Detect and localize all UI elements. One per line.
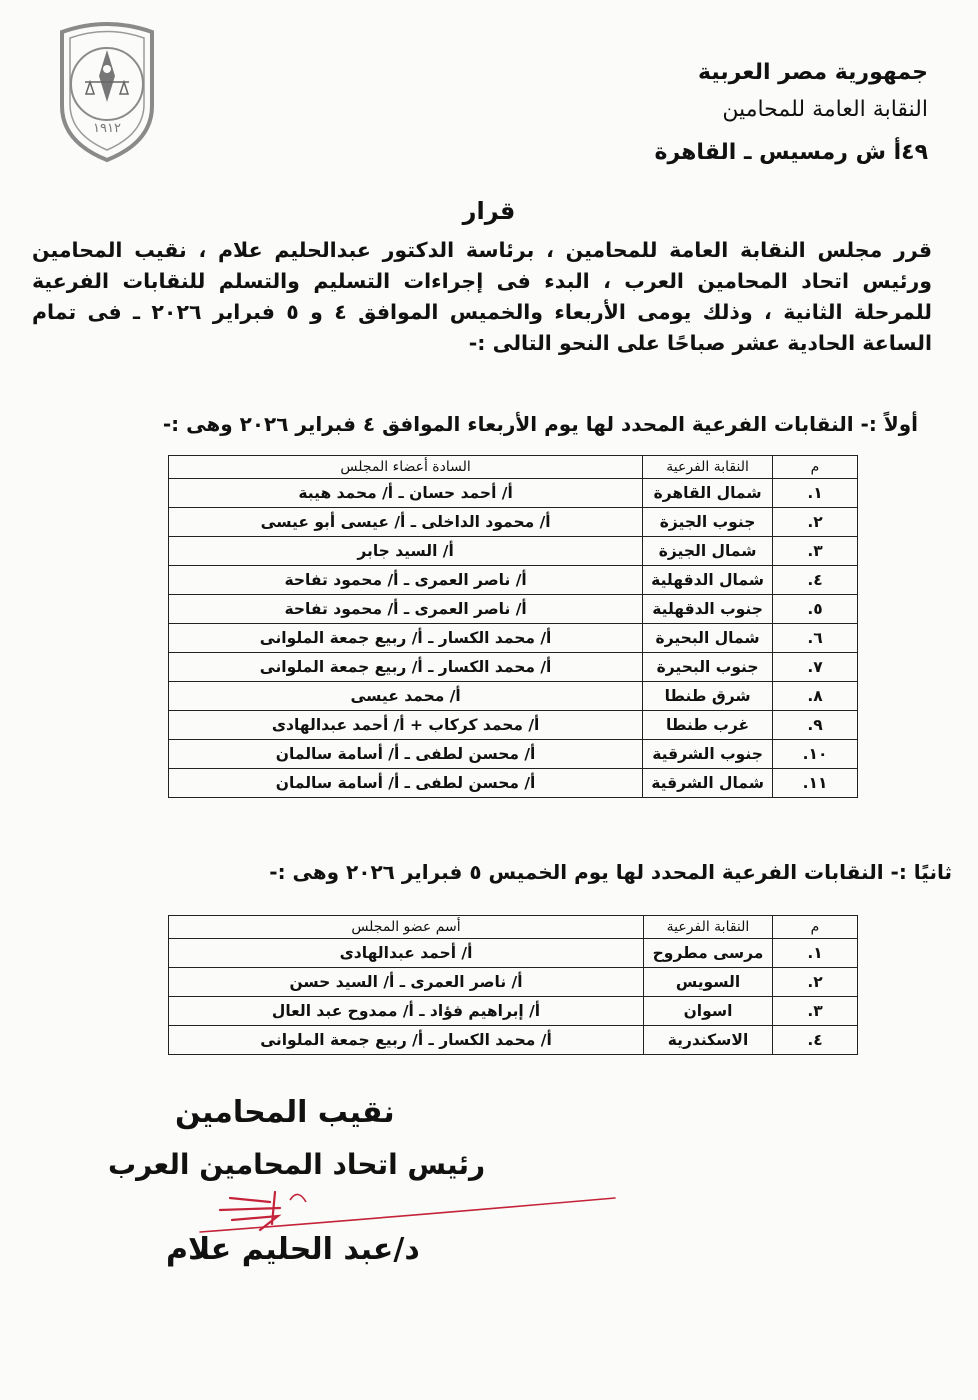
row-number-cell: ١. bbox=[773, 939, 858, 968]
branch-name-cell: جنوب الدقهلية bbox=[643, 595, 773, 624]
branch-name-cell: شمال القاهرة bbox=[643, 479, 773, 508]
council-members-cell: أ/ محمد الكسار ـ أ/ ربيع جمعة الملوانى bbox=[169, 653, 643, 682]
branch-name-cell: شرق طنطا bbox=[643, 682, 773, 711]
section-1-table bbox=[168, 455, 858, 798]
branch-name-cell: السويس bbox=[644, 968, 773, 997]
council-members-cell: أ/ محسن لطفى ـ أ/ أسامة سالمان bbox=[169, 740, 643, 769]
branch-name-cell: شمال الجيزة bbox=[643, 537, 773, 566]
branch-name-cell: مرسى مطروح bbox=[644, 939, 773, 968]
table-row bbox=[169, 1026, 858, 1055]
table-row bbox=[169, 682, 858, 711]
row-number-cell: ١. bbox=[773, 479, 858, 508]
section-2-table bbox=[168, 915, 858, 1055]
document-title: قرار bbox=[462, 197, 516, 225]
table-row bbox=[169, 711, 858, 740]
table-row bbox=[169, 968, 858, 997]
bar-association-seal-logo bbox=[52, 14, 162, 164]
council-members-cell: أ/ محمد كركاب + أ/ أحمد عبدالهادى bbox=[169, 711, 643, 740]
council-members-cell: أ/ إبراهيم فؤاد ـ أ/ ممدوح عبد العال bbox=[169, 997, 644, 1026]
row-number-cell: ٥. bbox=[773, 595, 858, 624]
council-members-cell: أ/ محمد عيسى bbox=[169, 682, 643, 711]
table-row bbox=[169, 537, 858, 566]
branch-name-cell: جنوب الشرقية bbox=[643, 740, 773, 769]
row-number-cell: ١٠. bbox=[773, 740, 858, 769]
section-2-table-body bbox=[169, 939, 858, 1055]
signatory-title: نقيب المحامين bbox=[175, 1095, 395, 1130]
council-members-cell: أ/ ناصر العمرى ـ أ/ محمود تفاحة bbox=[169, 566, 643, 595]
branch-name-cell: اسوان bbox=[644, 997, 773, 1026]
table-row bbox=[169, 566, 858, 595]
council-members-cell: أ/ محمد الكسار ـ أ/ ربيع جمعة الملوانى bbox=[169, 624, 643, 653]
section-1-heading: أولاً :- النقابات الفرعية المحدد لها يوم الأربعاء الموافق ٤ فبراير ٢٠٢٦ وهى :- bbox=[162, 412, 918, 436]
row-number-cell: ٣. bbox=[773, 537, 858, 566]
branch-name-cell: جنوب الجيزة bbox=[643, 508, 773, 537]
table-row bbox=[169, 939, 858, 968]
table-row bbox=[169, 653, 858, 682]
signatory-second-title: رئيس اتحاد المحامين العرب bbox=[108, 1148, 486, 1181]
row-number-cell: ٣. bbox=[773, 997, 858, 1026]
section-2-heading: ثانيًا :- النقابات الفرعية المحدد لها يوم الخميس ٥ فبراير ٢٠٢٦ وهى :- bbox=[269, 860, 952, 884]
table-row bbox=[169, 595, 858, 624]
council-members-cell: أ/ محمد الكسار ـ أ/ ربيع جمعة الملوانى bbox=[169, 1026, 644, 1055]
row-number-cell: ٧. bbox=[773, 653, 858, 682]
council-members-cell: أ/ السيد جابر bbox=[169, 537, 643, 566]
signatory-name: د/عبد الحليم علام bbox=[166, 1232, 420, 1267]
header-address: ٤٩أ ش رمسيس ـ القاهرة bbox=[654, 140, 928, 165]
table-row bbox=[169, 508, 858, 537]
branch-name-cell: شمال الدقهلية bbox=[643, 566, 773, 595]
header-country: جمهورية مصر العربية bbox=[698, 60, 928, 85]
table-header-row bbox=[169, 916, 858, 939]
branch-name-cell: شمال البحيرة bbox=[643, 624, 773, 653]
branch-name-cell: جنوب البحيرة bbox=[643, 653, 773, 682]
table-row bbox=[169, 624, 858, 653]
section-1-table-body bbox=[169, 479, 858, 798]
council-members-cell: أ/ محسن لطفى ـ أ/ أسامة سالمان bbox=[169, 769, 643, 798]
table-header-row bbox=[169, 456, 858, 479]
row-number-cell: ١١. bbox=[773, 769, 858, 798]
branch-name-cell: الاسكندرية bbox=[644, 1026, 773, 1055]
column-header-members: أسم عضو المجلس bbox=[169, 916, 644, 939]
column-header-members: السادة أعضاء المجلس bbox=[169, 456, 643, 479]
table-row bbox=[169, 740, 858, 769]
row-number-cell: ٨. bbox=[773, 682, 858, 711]
seal-year-text: ١٩١٢ bbox=[93, 121, 121, 136]
council-members-cell: أ/ ناصر العمرى ـ أ/ السيد حسن bbox=[169, 968, 644, 997]
branch-name-cell: شمال الشرقية bbox=[643, 769, 773, 798]
row-number-cell: ٢. bbox=[773, 968, 858, 997]
row-number-cell: ٩. bbox=[773, 711, 858, 740]
council-members-cell: أ/ محمود الداخلى ـ أ/ عيسى أبو عيسى bbox=[169, 508, 643, 537]
council-members-cell: أ/ أحمد حسان ـ أ/ محمد هيبة bbox=[169, 479, 643, 508]
decision-intro-paragraph: قرر مجلس النقابة العامة للمحامين ، برئاسة الدكتور عبدالحليم علام ، نقيب المحامين ورئيس اتحاد المحامين العرب ، البدء فى إجراءات التسليم والتسلم للنقابات الفرعية للمرحلة الثانية ، وذلك يومى الأربعاء والخميس الموافق ٤ و ٥ فبراير ٢٠٢٦ ـ فى تمام الساعة الحادية عشر صباحًا على النحو التالى :- bbox=[32, 238, 932, 355]
column-header-number: م bbox=[773, 916, 858, 939]
council-members-cell: أ/ أحمد عبدالهادى bbox=[169, 939, 644, 968]
table-row bbox=[169, 769, 858, 798]
row-number-cell: ٦. bbox=[773, 624, 858, 653]
council-members-cell: أ/ ناصر العمرى ـ أ/ محمود تفاحة bbox=[169, 595, 643, 624]
column-header-number: م bbox=[773, 456, 858, 479]
row-number-cell: ٤. bbox=[773, 1026, 858, 1055]
table-row bbox=[169, 479, 858, 508]
column-header-branch: النقابة الفرعية bbox=[643, 456, 773, 479]
table-row bbox=[169, 997, 858, 1026]
row-number-cell: ٢. bbox=[773, 508, 858, 537]
row-number-cell: ٤. bbox=[773, 566, 858, 595]
column-header-branch: النقابة الفرعية bbox=[644, 916, 773, 939]
branch-name-cell: غرب طنطا bbox=[643, 711, 773, 740]
header-organization: النقابة العامة للمحامين bbox=[722, 97, 928, 122]
